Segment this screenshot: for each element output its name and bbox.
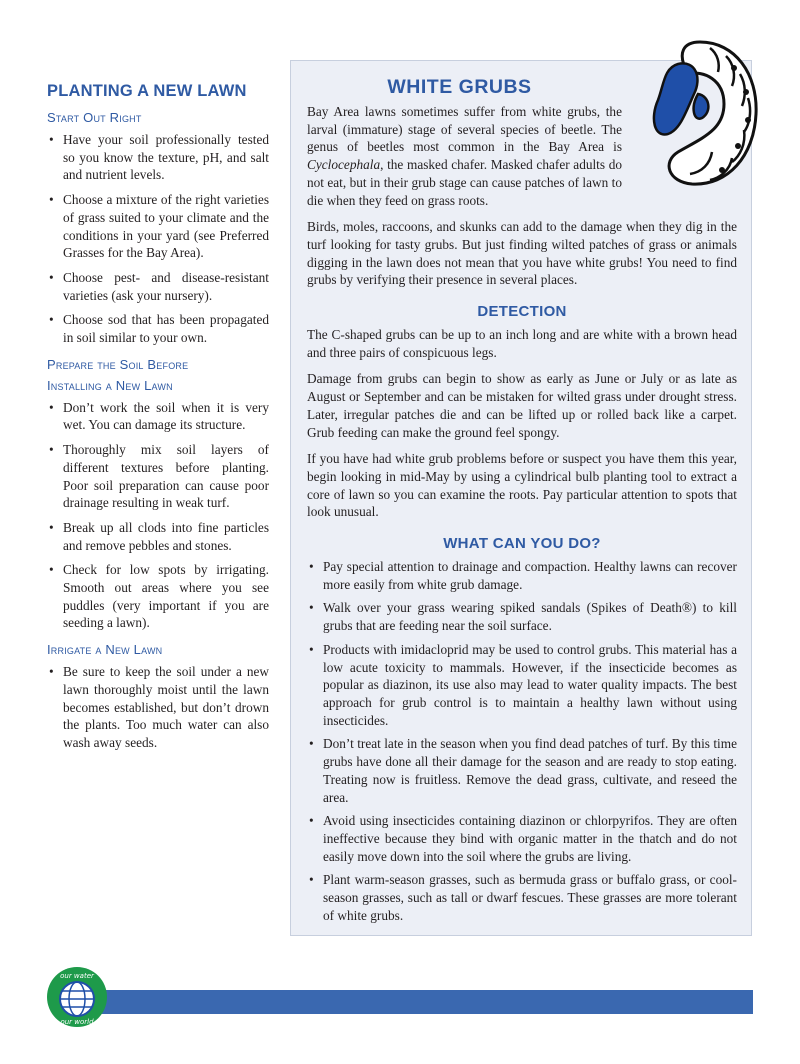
paragraph: Damage from grubs can begin to show as early as June or July or as late as August or September and can be mistaken for wilted grass under drought stress. Later, irregular patches die and can be lifted up or rolled back like a carpet. Grub feeding can make the ground feel spongy. xyxy=(307,371,737,440)
footer-bar xyxy=(98,990,753,1014)
list-item: • Thoroughly mix soil layers of different textures before planting. Poor soil preparation can cause poor drainage resulting in weak turf. xyxy=(47,441,269,512)
our-water-our-world-logo xyxy=(46,966,108,1028)
list-item: • Don’t work the soil when it is very wet. You can damage its structure. xyxy=(47,399,269,434)
section-heading: Irrigate a New Lawn xyxy=(47,642,163,658)
list-item: • Choose pest- and disease-resistant varieties (ask your nursery). xyxy=(47,269,269,304)
detection-heading: DETECTION xyxy=(477,303,567,321)
logo-text-bottom: our world xyxy=(60,1018,94,1026)
what-can-you-do-heading: WHAT CAN YOU DO? xyxy=(443,535,601,553)
logo-text-top: our water xyxy=(60,972,94,980)
list-item: • Pay special attention to drainage and compaction. Healthy lawns can recover more easily from white grub damage. xyxy=(307,558,737,593)
list-item: • Avoid using insecticides containing diazinon or chlorpyrifos. They are often ineffective because they bind with organic matter in the thatch and do not easily move down into the soil where the grubs are living. xyxy=(307,812,737,865)
white-grubs-title: WHITE GRUBS xyxy=(387,76,532,98)
bullet-list xyxy=(47,399,269,632)
section-prepare-soil xyxy=(47,354,269,632)
white-grub-illustration xyxy=(640,34,764,194)
bullet-list xyxy=(307,558,737,924)
list-item: • Choose sod that has been propagated in soil similar to your own. xyxy=(47,311,269,346)
left-title: PLANTING A NEW LAWN xyxy=(47,82,247,100)
intro-paragraph: Bay Area lawns sometimes suffer from white grubs, the larval (immature) stage of several species of beetle. The genus of beetles most common in the Bay Area is Cyclocephala, the masked chafer. Masked chafer adults do not eat, but in their grub stage can cause patches of lawn to die when they feed on grass roots. xyxy=(307,104,622,208)
list-item: • Don’t treat late in the season when you find dead patches of turf. By this time grubs have done all their damage for the season and are ready to stop eating. Treating now is fruitless. Remove the dead grass, cultivate, and reseed the area. xyxy=(307,735,737,806)
section-irrigate xyxy=(47,639,269,752)
list-item: • Break up all clods into fine particles and remove pebbles and stones. xyxy=(47,519,269,554)
section-start-out-right xyxy=(47,107,269,347)
paragraph: If you have had white grub problems before or suspect you have them this year, begin looking in mid-May by using a cylindrical bulb planting tool to extract a core of lawn so you can examine the roots. Pay particular attention to spots that look unusual. xyxy=(307,451,737,520)
list-item: • Check for low spots by irrigating. Smooth out areas where you see puddles (very important if you are seeding a lawn). xyxy=(47,561,269,632)
list-item: • Plant warm-season grasses, such as bermuda grass or buffalo grass, or cool-season grasses, such as tall or dwarf fescues. These grasses are more tolerant of white grubs. xyxy=(307,871,737,924)
bullet-list xyxy=(47,663,269,752)
paragraph: The C-shaped grubs can be up to an inch long and are white with a brown head and three pairs of conspicuous legs. xyxy=(307,327,737,360)
list-item: • Products with imidacloprid may be used to control grubs. This material has a low acute toxicity to mammals. However, if the insecticide becomes as popular as diazinon, its use also may lead to water quality impacts. The best approach for grub control is to maintain a healthy lawn without using insecticides. xyxy=(307,641,737,730)
list-item: • Choose a mixture of the right varieties of grass suited to your climate and the conditions in your yard (see Preferred Grasses for the Bay Area). xyxy=(47,191,269,262)
list-item: • Walk over your grass wearing spiked sandals (Spikes of Death®) to kill grubs that are feeding near the soil surface. xyxy=(307,599,737,634)
section-heading: Start Out Right xyxy=(47,110,142,125)
paragraph: Birds, moles, raccoons, and skunks can add to the damage when they dig in the turf looking for tasty grubs. But just finding wilted patches of grass or animals digging in the lawn does not mean that you have white grubs! You need to find grubs by verifying their presence in several places. xyxy=(307,219,737,288)
right-column xyxy=(307,76,737,930)
bullet-list xyxy=(47,131,269,347)
section-heading: Prepare the Soil Before Installing a New Lawn xyxy=(47,356,189,393)
list-item: • Have your soil professionally tested so you know the texture, pH, and salt and nutrient levels. xyxy=(47,131,269,184)
left-column xyxy=(47,82,269,759)
list-item: • Be sure to keep the soil under a new lawn thoroughly moist until the lawn becomes established, but don’t drown the plants. Too much water can also wash away seeds. xyxy=(47,663,269,752)
